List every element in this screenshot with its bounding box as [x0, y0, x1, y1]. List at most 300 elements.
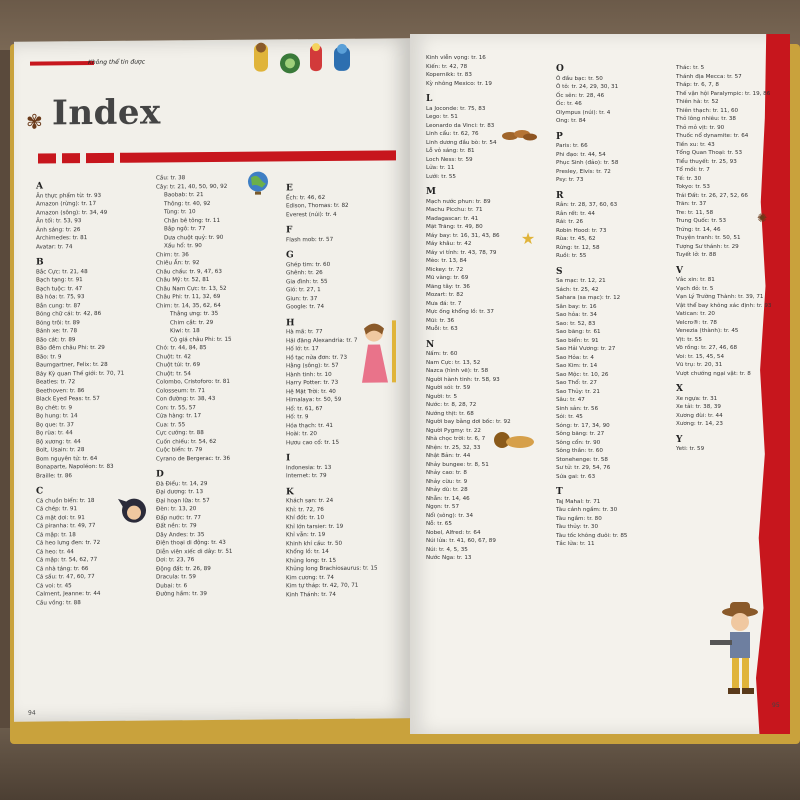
index-entry: Hóa thạch: tr. 41	[286, 422, 333, 429]
index-entry: Cầu vồng: tr. 88	[36, 599, 81, 607]
section-letter: X	[676, 384, 683, 394]
index-entry: Thằng ưng: tr. 35	[170, 310, 219, 318]
index-entry: Bọ chét: tr. 9	[36, 404, 73, 412]
index-entry: Sói: tr. 45	[556, 414, 583, 420]
index-entry: Dãy Andes: tr. 35	[156, 531, 205, 538]
index-entry: Mũ vàng: tr. 69	[426, 275, 469, 281]
index-entry: Google: tr. 74	[286, 304, 325, 311]
red-stripes	[38, 150, 396, 163]
index-entry: Cửa hàng: tr. 17	[156, 413, 202, 420]
index-entry: Tàu cánh ngầm: tr. 30	[556, 507, 618, 513]
section-letter: R	[556, 190, 564, 201]
index-entry: Rùa: tr. 45, 62	[556, 236, 596, 242]
cowboy-figure	[706, 600, 772, 700]
section-letter: A	[36, 181, 43, 192]
index-entry: Phi đạo: tr. 44, 54	[556, 151, 606, 158]
index-entry: Chuột túi: tr. 69	[156, 362, 200, 369]
section-letter: L	[426, 94, 433, 104]
index-entry: Chó: tr. 44, 84, 85	[156, 345, 207, 352]
index-entry: Nước: tr. 8, 28, 72	[426, 402, 477, 408]
index-entry: Bọ hung: tr. 14	[36, 413, 78, 420]
index-entry: Phục Sinh (đảo): tr. 58	[556, 160, 619, 166]
index-entry: Chuột: tr. 42	[156, 353, 191, 360]
index-entry: Sao Hỏa: tr. 4	[556, 354, 594, 361]
monster-figures	[250, 39, 380, 76]
index-entry: Nước Nga: tr. 13	[426, 555, 472, 561]
index-entry: Máy bay: tr. 16, 31, 43, 86	[426, 232, 500, 239]
index-entry: Người bay bằng dơi bốc: tr. 92	[426, 419, 511, 425]
index-entry: Mũi: tr. 36	[426, 317, 455, 324]
index-entry: Ghênh: tr. 26	[286, 270, 323, 277]
index-entry: Kiến: tr. 42, 78	[426, 63, 468, 70]
index-entry: Vượt chướng ngại vật: tr. 8	[676, 370, 751, 377]
index-entry: Chuột: tr. 54	[156, 370, 191, 377]
index-entry: Himalaya: tr. 50, 59	[286, 396, 342, 404]
index-entry: Tượng Sư thánh: tr. 29	[676, 243, 739, 250]
star-icon: ★	[520, 228, 536, 248]
index-entry: Đấp nước: tr. 77	[156, 514, 201, 521]
index-entry: Mặt Trăng: tr. 49, 80	[426, 224, 483, 230]
index-entry: Leonardo da Vinci: tr. 83	[426, 122, 495, 129]
index-entry: Nhện: tr. 25, 32, 33	[426, 444, 481, 451]
index-entry: Olympus (núi): tr. 4	[556, 109, 611, 116]
index-entry: Hằng (sông): tr. 57	[286, 362, 339, 370]
index-entry: Chim: tr. 14, 35, 62, 64	[156, 302, 221, 309]
index-entry: La Joconde: tr. 75, 83	[426, 105, 486, 112]
page-number-right: 95	[772, 702, 780, 709]
index-entry: Ngọn: tr. 57	[426, 504, 460, 510]
index-entry: Bolt, Usain: tr. 28	[36, 447, 85, 454]
index-entry: Đại hoạn lữa: tr. 57	[156, 497, 210, 504]
index-entry: Sao biển: tr. 91	[556, 337, 599, 344]
index-entry: Khổng lồ: tr. 14	[286, 548, 329, 556]
index-entry: Núi: tr. 4, 5, 35	[426, 546, 468, 553]
index-entry: Sa mạc: tr. 12, 21	[556, 278, 606, 284]
index-entry: Bà hỏa: tr. 75, 93	[36, 294, 85, 301]
page-number-left: 94	[28, 709, 36, 717]
index-entry: Cá nhà táng: tr. 66	[36, 565, 89, 573]
index-entry: Máy khâu: tr. 42	[426, 241, 472, 247]
index-entry: Thế vận hội Paralympic: tr. 19, 86	[676, 90, 771, 97]
index-entry: Beatles: tr. 72	[36, 379, 76, 386]
index-entry: Baumgartner, Felix: tr. 28	[36, 361, 108, 369]
index-entry: Cá mập: tr. 18	[36, 531, 76, 539]
index-entry: Thỏ mỏ vịt: tr. 90	[676, 124, 725, 131]
index-entry: Người Pygmy: tr. 22	[426, 427, 481, 434]
index-entry: Ô đầu bạc: tr. 50	[556, 75, 603, 82]
index-entry: Khủng long: tr. 15	[286, 557, 337, 564]
index-entry: Velcro®: tr. 78	[676, 319, 717, 326]
section-letter: V	[676, 265, 683, 276]
index-entry: Bạch tuộc: tr. 47	[36, 285, 83, 293]
section-letter: M	[426, 187, 436, 197]
index-entry: Yeti: tr. 59	[676, 446, 705, 452]
index-column-6	[676, 64, 786, 454]
princess-doll	[354, 318, 400, 388]
index-entry: Hải đăng Alexandria: tr. 7	[286, 337, 358, 344]
index-entry: Nobel, Alfred: tr. 64	[426, 529, 481, 536]
index-entry: Tuyết lở: tr. 88	[676, 252, 717, 258]
index-entry: Rái: tr. 26	[556, 219, 584, 225]
index-entry: Sao băng: tr. 61	[556, 329, 601, 335]
index-entry: Ếch: tr. 46, 62	[286, 194, 326, 201]
mosquito-icon: ✾	[26, 109, 43, 134]
index-entry: Ánh sáng: tr. 26	[36, 226, 81, 234]
index-entry: Ong: tr. 84	[556, 118, 586, 124]
index-entry: Mạch nước phun: tr. 89	[426, 198, 491, 205]
index-entry: Bom nguyên tử: tr. 64	[36, 455, 98, 463]
index-entry: Robin Hood: tr. 73	[556, 227, 607, 234]
index-entry: Nhảy bungee: tr. 8, 51	[426, 461, 489, 468]
index-entry: Nam Cực: tr. 13, 52	[426, 359, 481, 366]
index-entry: Calment, Jeanne: tr. 44	[36, 590, 101, 598]
index-entry: Sinh sản: tr. 56	[556, 405, 599, 412]
index-entry: Kinh viễn vọng: tr. 16	[426, 55, 486, 61]
index-entry: Ô tô: tr. 24, 29, 30, 31	[556, 84, 619, 90]
index-entry: Colosseum: tr. 71	[156, 387, 205, 394]
index-entry: Harry Potter: tr. 73	[286, 379, 339, 387]
index-entry: Nổi (sông): tr. 34	[426, 512, 474, 519]
index-entry: Cuộc biển: tr. 79	[156, 447, 203, 454]
section-letter: F	[286, 225, 293, 236]
index-entry: Đất nền: tr. 79	[156, 523, 197, 530]
index-entry: Sách: tr. 25, 42	[556, 286, 599, 293]
index-entry: Núi lửa: tr. 41, 60, 67, 89	[426, 538, 496, 544]
index-entry: Tàu ngầm: tr. 80	[556, 515, 602, 522]
index-entry: Châu Mỹ: tr. 52, 81	[156, 277, 210, 284]
index-entry: Nhật Bản: tr. 44	[426, 453, 471, 459]
header-subtitle: Không thể tin được	[88, 58, 145, 67]
index-entry: Người sói: tr. 59	[426, 385, 471, 391]
index-entry: Cá piranha: tr. 49, 77	[36, 523, 96, 530]
index-entry: Vatican: tr. 20	[676, 311, 715, 317]
index-entry: Thánh địa Mecca: tr. 57	[676, 73, 742, 80]
index-entry: Hố lớ: tr. 17	[286, 346, 319, 353]
index-entry: Khỉ: tr. 72, 76	[286, 506, 324, 513]
index-entry: Cá heo lưng đen: tr. 72	[36, 539, 101, 547]
section-letter: S	[556, 266, 563, 277]
header-bar	[30, 61, 94, 66]
index-entry: Thiên hà: tr. 52	[676, 99, 719, 105]
index-entry: Tế: tr. 30	[676, 175, 702, 182]
index-entry: Ốc: tr. 46	[556, 101, 582, 107]
index-entry: Lửa: tr. 11	[426, 165, 455, 171]
index-entry: Machu Picchu: tr. 71	[426, 207, 483, 213]
index-entry: Con đường: tr. 38, 43	[156, 395, 216, 403]
index-entry: Sông băng: tr. 27	[556, 431, 605, 437]
section-letter: N	[426, 339, 435, 350]
lion-icon	[490, 430, 538, 454]
index-entry: Đại dương: tr. 13	[156, 489, 204, 496]
index-entry: Dubai: tr. 6	[156, 582, 188, 589]
index-entry: Trái Đất: tr. 26, 27, 52, 66	[676, 192, 748, 199]
index-entry: Bonaparte, Napoléon: tr. 83	[36, 463, 114, 471]
index-entry: Sóng: tr. 17, 34, 90	[556, 422, 610, 429]
index-entry: Trứng: tr. 14, 46	[676, 226, 721, 233]
index-entry: Taj Mahal: tr. 71	[556, 498, 601, 505]
index-entry: Cá voi: tr. 45	[36, 582, 72, 590]
index-entry: Cá sấu: tr. 47, 60, 77	[36, 574, 95, 581]
index-entry: Nhảy dù: tr. 28	[426, 487, 468, 493]
index-entry: Nấm: tr. 60	[426, 351, 458, 357]
index-entry: Amazon (sông): tr. 34, 49	[36, 209, 108, 217]
section-letter: T	[556, 487, 563, 497]
index-entry: Hồ tạc nửa đơn: tr. 73	[286, 354, 348, 361]
index-entry: Rắn: tr. 28, 37, 60, 63	[556, 202, 618, 208]
index-entry: Thuốc nổ dynamite: tr. 64	[676, 133, 749, 139]
index-entry: Braille: tr. 86	[36, 472, 72, 480]
index-entry: Cực cướng: tr. 88	[156, 430, 204, 437]
index-column-1	[36, 175, 141, 608]
index-entry: Vũ trụ: tr. 20, 31	[676, 362, 723, 368]
index-entry: Tùng: tr. 10	[164, 209, 196, 216]
index-entry: Kỳ nhông Mexico: tr. 19	[426, 80, 492, 87]
index-entry: Bọ rùa: tr. 44	[36, 430, 73, 437]
index-entry: Đường hầm: tr. 39	[156, 591, 207, 598]
index-entry: Muỗi: tr. 63	[426, 326, 458, 332]
index-entry: Sư tử: tr. 29, 54, 76	[556, 465, 611, 471]
index-entry: Khách sạn: tr. 24	[286, 497, 334, 505]
index-entry: Archimedes: tr. 81	[36, 235, 88, 242]
index-entry: Amazon (rừng): tr. 17	[36, 201, 97, 208]
index-entry: Sao Hải Vương: tr. 27	[556, 346, 616, 352]
index-entry: Presley, Elvis: tr. 72	[556, 168, 611, 175]
index-entry: Đèn: tr. 13, 20	[156, 506, 197, 513]
index-entry: Thác: tr. 5	[676, 65, 705, 71]
index-entry: Nhảy cừu: tr. 9	[426, 478, 468, 485]
index-entry: Châu Phi: tr. 11, 32, 69	[156, 293, 221, 301]
index-entry: Sahara (sa mạc): tr. 12	[556, 295, 621, 301]
index-entry: Paris: tr. 66	[556, 143, 588, 149]
section-letter: K	[286, 486, 294, 497]
index-entry: Kiwi: tr. 18	[170, 328, 200, 335]
section-letter: E	[286, 183, 293, 194]
section-letter: B	[36, 257, 44, 268]
index-entry: Vật thể bay không xác định: tr. 93	[676, 302, 772, 309]
section-letter: Y	[676, 434, 683, 445]
index-entry: Tổ mối: tr. 7	[676, 167, 710, 173]
index-entry: Linh dương đầu bò: tr. 54	[426, 139, 497, 146]
index-entry: Xương đùi: tr. 44	[676, 412, 723, 419]
index-entry: Tiền xu: tr. 43	[676, 141, 715, 148]
index-entry: Bão đêm châu Phi: tr. 29	[36, 344, 105, 352]
index-entry: Baobab: tr. 21	[164, 192, 204, 199]
index-entry: Đà Điểu: tr. 14, 29	[156, 480, 208, 487]
index-column-2	[156, 173, 271, 599]
index-entry: Tổng Quan Thoại: tr. 53	[676, 150, 743, 156]
index-entry: Rừng: tr. 12, 58	[556, 244, 600, 251]
index-entry: Truyện tranh: tr. 50, 51	[676, 235, 741, 241]
index-entry: Hoài: tr. 20	[286, 431, 317, 438]
index-entry: Bạch tạng: tr. 91	[36, 277, 83, 284]
index-entry: Ruồi: tr. 55	[556, 253, 587, 259]
index-entry: Xe tải: tr. 38, 39	[676, 404, 721, 410]
index-entry: Trung Quốc: tr. 53	[676, 218, 727, 224]
index-entry: Vắc xin: tr. 81	[676, 277, 715, 283]
index-entry: Lego: tr. 51	[426, 114, 458, 120]
index-entry: Sao: tr. 52, 83	[556, 320, 596, 327]
index-entry: Dơi: tr. 23, 76	[156, 557, 195, 564]
index-entry: Thông: tr. 40, 92	[164, 200, 211, 207]
index-entry: Lưới: tr. 55	[426, 173, 456, 180]
index-entry: Hệ Mặt Trời: tr. 40	[286, 388, 336, 395]
index-entry: Kim cương: tr. 74	[286, 574, 334, 581]
index-entry: Võ rồng: tr. 27, 46, 68	[676, 345, 738, 351]
index-entry: Linh cẩu: tr. 62, 76	[426, 131, 479, 137]
index-entry: Dưa chuột quỷ: tr. 90	[164, 234, 224, 241]
section-letter: H	[286, 317, 295, 328]
index-entry: Người hành tinh: tr. 58, 93	[426, 376, 500, 383]
index-entry: Xương: tr. 14, 23	[676, 421, 723, 427]
index-entry: Xe ngựa: tr. 31	[676, 395, 718, 402]
index-entry: Mèo: tr. 13, 84	[426, 258, 467, 264]
index-entry: Cây: tr. 21, 40, 50, 90, 92	[156, 183, 228, 190]
index-entry: Beethoven: tr. 86	[36, 387, 85, 395]
index-entry: Chim cắt: tr. 29	[170, 319, 214, 326]
index-entry: Mickey: tr. 72	[426, 266, 464, 273]
index-entry: Chân bê tông: tr. 11	[164, 217, 220, 224]
index-entry: Ăn tối: tr. 53, 93	[36, 218, 82, 225]
index-entry: Cá heo: tr. 44	[36, 548, 74, 556]
index-entry: Bóng trôi: tr. 89	[36, 319, 80, 327]
index-entry: Thiên thạch: tr. 11, 60	[676, 107, 739, 114]
index-entry: Nazca (hình vẽ): tr. 58	[426, 368, 489, 374]
index-entry: Cá chép: tr. 91	[36, 506, 78, 513]
index-entry: Stonehenge: tr. 58	[556, 456, 608, 463]
index-entry: Khỉ vẫn: tr. 19	[286, 532, 326, 539]
index-entry: Madagascar: tr. 41	[426, 215, 479, 222]
index-entry: Voi: tr. 15, 45, 54	[676, 353, 725, 360]
index-entry: Bọ que: tr. 37	[36, 421, 74, 429]
index-entry: Cá mặt dơi: tr. 91	[36, 514, 85, 522]
index-entry: Bắp ngô: tr. 77	[164, 226, 206, 233]
index-entry: Tiểu thuyết: tr. 25, 93	[676, 158, 737, 165]
index-entry: Tre: tr. 11, 58	[676, 209, 714, 216]
index-entry: Cầu: tr. 38	[156, 175, 186, 182]
index-entry: Flash mob: tr. 57	[286, 236, 334, 243]
index-entry: Điện thoại di động: tr. 43	[156, 539, 226, 547]
index-entry: Bão cát: tr. 89	[36, 336, 76, 344]
index-entry: Bảy Kỳ quan Thế giới: tr. 70, 71	[36, 370, 125, 378]
index-entry: Cua: tr. 55	[156, 421, 186, 428]
index-entry: Vịt: tr. 55	[676, 336, 702, 343]
coins-stack	[500, 124, 538, 142]
index-entry: Cyrano de Bergerac: tr. 36	[156, 455, 231, 462]
index-entry: Ăn thực phẩm từ: tr. 93	[36, 192, 102, 200]
index-entry: Internet: tr. 79	[286, 473, 327, 480]
index-entry: Ghép tim: tr. 60	[286, 261, 331, 268]
spider-icon: ✺	[756, 211, 768, 225]
index-entry: Châu chấu: tr. 9, 47, 63	[156, 268, 222, 275]
index-entry: Colombo, Cristoforo: tr. 81	[156, 378, 230, 386]
index-entry: Trăn: tr. 37	[676, 201, 707, 207]
index-entry: Venezia (thành): tr. 45	[676, 328, 739, 334]
index-entry: Hà mã: tr. 77	[286, 329, 323, 336]
index-entry: Mozart: tr. 82	[426, 292, 464, 298]
index-entry: Kim tự tháp: tr. 42, 70, 71	[286, 582, 359, 590]
page-title: Index	[52, 92, 161, 134]
index-entry: Măng tây: tr. 36	[426, 283, 470, 290]
section-letter: D	[156, 469, 164, 480]
index-entry: Indonesia: tr. 13	[286, 464, 332, 471]
index-entry: Sao Mộc: tr. 10, 26	[556, 371, 609, 378]
index-entry: Khí đốt: tr. 10	[286, 515, 325, 522]
index-entry: Người: tr. 5	[426, 393, 458, 400]
index-entry: Diễn viên xiếc di dây: tr. 51	[156, 548, 233, 555]
index-entry: Kinh Thánh: tr. 74	[286, 591, 336, 598]
index-entry: Vạn Lý Trường Thành: tr. 39, 71	[676, 294, 764, 300]
index-entry: Hươu cao cổ: tr. 15	[286, 439, 340, 446]
index-entry: Cá mập: tr. 54, 62, 77	[36, 557, 98, 564]
index-entry: Lỗ vỏ sáng: tr. 81	[426, 148, 475, 154]
index-entry: Cuốn chiếu: tr. 54, 62	[156, 438, 217, 445]
index-entry: Sao Kim: tr. 14	[556, 363, 598, 369]
index-entry: Hổ: tr. 61, 67	[286, 405, 323, 412]
index-entry: Chiêu Ấn: tr. 92	[156, 260, 200, 267]
index-entry: Dracula: tr. 59	[156, 574, 196, 581]
index-entry: Cá chuồn biển: tr. 18	[36, 497, 95, 505]
index-entry: Bộ xương: tr. 44	[36, 438, 81, 446]
index-entry: Sao Thủy: tr. 21	[556, 388, 600, 395]
index-entry: Gió: tr. 27, 1	[286, 287, 321, 294]
index-entry: Sông thần: tr. 60	[556, 448, 603, 454]
index-entry: Psy: tr. 73	[556, 177, 584, 183]
index-entry: Hành tinh: tr. 10	[286, 371, 332, 378]
index-entry: Tháp: tr. 6, 7, 8	[676, 82, 719, 88]
index-entry: Thỏ lông nhiêu: tr. 38	[676, 116, 736, 122]
index-entry: Sứa gai: tr. 63	[556, 473, 596, 480]
index-entry: Tàu thủy: tr. 30	[556, 524, 599, 530]
index-entry: Rắn rết: tr. 44	[556, 210, 595, 217]
index-entry: Ốc sên: tr. 28, 46	[556, 92, 605, 99]
section-letter: O	[556, 64, 564, 74]
index-entry: Khỉ lớn tarsier: tr. 19	[286, 523, 344, 530]
globe-icon	[242, 169, 274, 195]
index-entry: Mực ống khổng lồ: tr. 37	[426, 309, 494, 315]
index-entry: Bão: tr. 9	[36, 353, 62, 361]
index-entry: Kopernikk: tr. 83	[426, 72, 472, 78]
index-entry: Bóng chữ cái: tr. 42, 86	[36, 310, 102, 318]
index-entry: Nhẫn: tr. 14, 46	[426, 495, 470, 502]
section-letter: C	[36, 486, 44, 497]
index-entry: Chim: tr. 36	[156, 251, 189, 258]
index-entry: Nướng thịt: tr. 68	[426, 410, 474, 417]
index-entry: Black Eyed Peas: tr. 57	[36, 395, 100, 403]
index-entry: Bánh xe: tr. 78	[36, 328, 78, 335]
index-entry: Loch Ness: tr. 59	[426, 156, 473, 163]
index-entry: Bắc Cực: tr. 21, 48	[36, 268, 88, 276]
index-entry: Tokyo: tr. 53	[676, 184, 710, 190]
index-entry: Máy vi tính: tr. 43, 78, 79	[426, 249, 497, 256]
index-entry: Hố: tr. 9	[286, 414, 309, 421]
index-entry: Giun: tr. 37	[286, 295, 318, 302]
index-entry: Cò giá châu Phi: tr. 15	[170, 336, 232, 343]
index-entry: Sân bay: tr. 16	[556, 303, 597, 310]
index-entry: Nhảy cao: tr. 8	[426, 470, 467, 476]
cat-figure	[114, 488, 156, 528]
index-entry: Xấu hổ: tr. 90	[164, 243, 202, 250]
index-entry: Tàu tốc không đuôi: tr. 85	[556, 532, 628, 539]
index-entry: Nỗ: tr. 65	[426, 521, 452, 527]
section-letter: G	[286, 250, 294, 261]
index-entry: Edison, Thomas: tr. 82	[286, 202, 349, 210]
index-entry: Tắc lửa: tr. 11	[556, 541, 595, 547]
index-entry: Động đất: tr. 26, 89	[156, 565, 211, 572]
index-entry: Vạch đỏ: tr. 5	[676, 285, 714, 292]
index-entry: Khinh khí cầu: tr. 50	[286, 540, 343, 547]
index-entry: Khủng long Brachiosaurus: tr. 15	[286, 565, 378, 573]
index-entry: Sâu: tr. 47	[556, 397, 585, 403]
